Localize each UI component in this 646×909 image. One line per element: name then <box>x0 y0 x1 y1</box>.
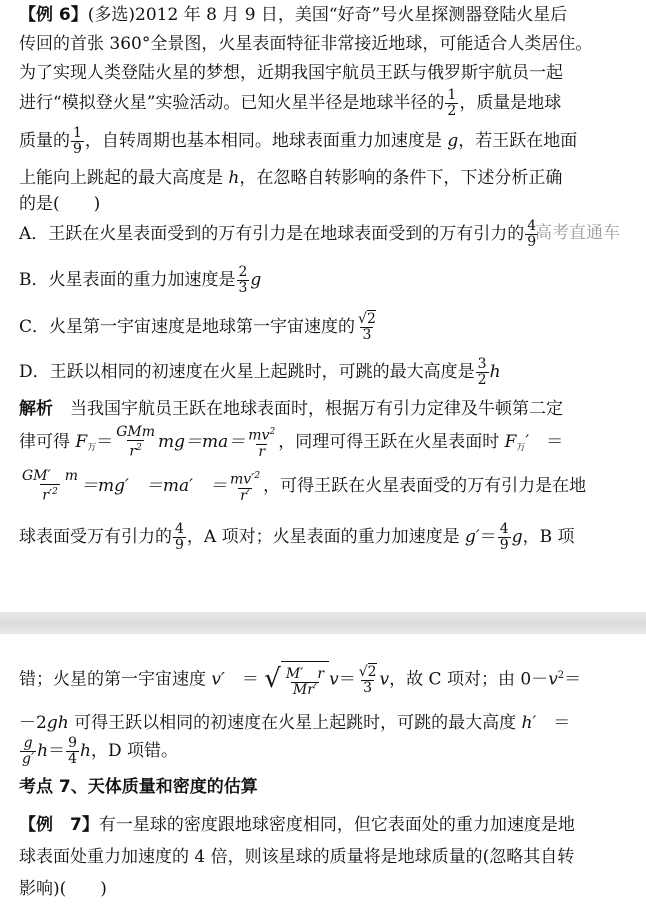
solution-page2-line-1: 错；火星的第一宇宙速度 v′ ＝ √ $\frac{M' r}{Mr'}$ v＝ $\frac{√2}{3}$ v，故 C 项对；由 $0-v^2=$ <box>19 656 633 702</box>
fraction-sqrt2-over-3: $\frac{√2}{3}$ <box>358 311 376 343</box>
option-b: B．火星表面的重力加速度是 $\frac{2}{3}$ g <box>19 264 262 296</box>
fraction-one-ninth: $\frac{1}{9}$ <box>73 125 82 157</box>
fraction-four-ninths: $\frac{4}{9}$ <box>527 218 537 250</box>
solution-page2-line-2: －2gh 可得王跃以相同的初速度在火星上起跳时，可跳的最大高度 h′ ＝ <box>19 713 571 733</box>
example-6-label: 【例 6】 <box>19 5 88 25</box>
fraction-gmp-m-rp2: $\frac{GM' m}{r'^2}$ <box>22 468 78 504</box>
ex6-line-7: 的是( ) <box>19 194 101 214</box>
fraction-one-half: $\frac{1}{2}$ <box>447 87 457 119</box>
ex7-line-3: 影响)( ) <box>19 879 107 899</box>
topic-7-heading: 考点 7、天体质量和密度的估算 <box>19 777 258 797</box>
page-2 <box>0 634 646 909</box>
ex6-line-3: 为了实现人类登陆火星的梦想，近期我国宇航员王跃与俄罗斯宇航员一起 <box>19 63 563 83</box>
fraction-gmm-r2: $\frac{\text{GMm}}{r^2}$ <box>116 424 156 460</box>
option-c: C．火星第一宇宙速度是地球第一宇宙速度的 $\frac{√2}{3}$ <box>19 311 376 343</box>
example-7-label: 【例 7】 <box>19 815 99 835</box>
sqrt-expression: √ $\frac{M' r}{Mr'}$ <box>264 659 329 702</box>
ex6-line-5: 质量的 $\frac{1}{9}$ ，自转周期也基本相同。地球表面重力加速度是 g，若王跃在地面 <box>19 125 578 157</box>
fraction-three-halves: $\frac{3}{2}$ <box>477 356 487 388</box>
fraction-two-thirds: $\frac{2}{3}$ <box>238 264 248 296</box>
ex6-line-2: 传回的首张 360°全景图，火星表面特征非常接近地球，可能适合人类居住。 <box>19 34 593 54</box>
solution-page2-line-3: $\frac{g}{g'}$ h＝ $\frac{9}{4}$ h，D 项错。 <box>22 735 179 767</box>
fraction-four-ninths-2: $\frac{4}{9}$ <box>175 521 184 553</box>
solution-label: 解析 <box>19 399 53 419</box>
solution-line-1: 解析 当我国宇航员王跃在地球表面时，根据万有引力定律及牛顿第二定 <box>19 399 563 419</box>
option-d: D．王跃以相同的初速度在火星上起跳时，可跳的最大高度是 $\frac{3}{2}$ h <box>19 356 501 388</box>
fraction-sqrt2-over-3-b: $\frac{√2}{3}$ <box>358 663 377 696</box>
ex6-line-6: 上能向上跳起的最大高度是 h，在忽略自转影响的条件下，下述分析正确 <box>19 168 563 188</box>
option-a: A．王跃在火星表面受到的万有引力是在地球表面受到的万有引力的 $\frac{4}{9}$ <box>19 218 537 250</box>
ex6-line-4: 进行“模拟登火星”实验活动。已知火星半径是地球半径的 $\frac{1}{2}$ ，质量是地球 <box>19 87 562 119</box>
fraction-nine-fourths: $\frac{9}{4}$ <box>68 735 78 767</box>
page-divider <box>0 612 646 634</box>
solution-line-4: 球表面受万有引力的 $\frac{4}{9}$ ，A 项对；火星表面的重力加速度是 g′＝ $\frac{4}{9}$ g，B 项 <box>19 521 575 553</box>
fraction-g-over-gp: $\frac{g}{g'}$ <box>22 735 35 767</box>
fraction-mv2-r: $\frac{mv^2}{r}$ <box>248 427 276 460</box>
ex7-line-2: 球表面处重力加速度的 4 倍，则该星球的质量将是地球质量的(忽略其自转 <box>19 847 575 867</box>
solution-line-2: 律可得 $F_万=$ $\frac{\text{GMm}}{r^2}$ mg＝ma＝ $\frac{mv^2}{r}$ ，同理可得王跃在火星表面时 $F_万'$ ＝ <box>19 424 564 460</box>
ex6-line-1: 【例 6】(多选)2012 年 8 月 9 日，美国“好奇”号火星探测器登陆火星后 <box>19 5 568 25</box>
fraction-four-ninths-3: $\frac{4}{9}$ <box>499 521 509 553</box>
watermark: 高考直通车 <box>535 223 620 243</box>
fraction-mvp2-rp: $\frac{mv'^2}{r'}$ <box>229 471 261 504</box>
solution-line-3: $\frac{GM' m}{r'^2}$ ＝mg′ ＝ma′ ＝ $\frac{mv'^2}{r'}$ ，可得王跃在火星表面受的万有引力是在地 <box>22 468 587 504</box>
ex7-line-1: 【例 7】有一星球的密度跟地球密度相同，但它表面处的重力加速度是地 <box>19 815 575 835</box>
